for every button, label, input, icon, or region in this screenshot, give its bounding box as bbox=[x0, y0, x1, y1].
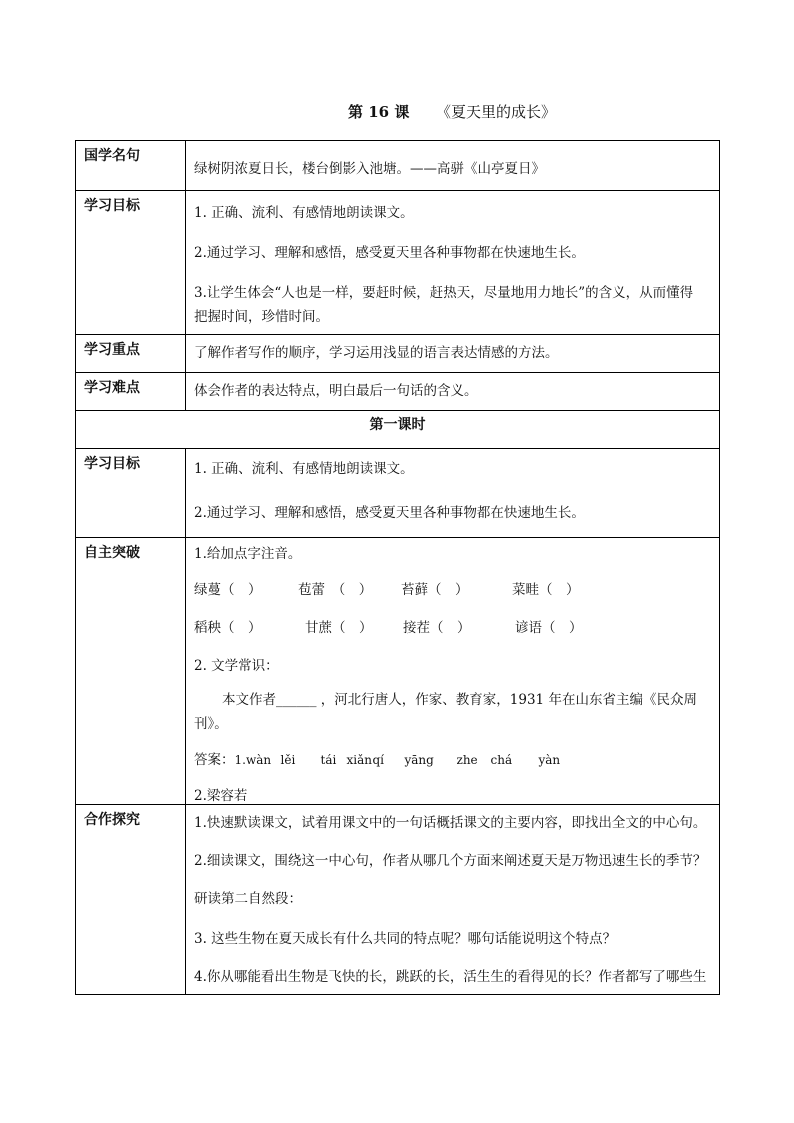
pinyin: 1.wàn bbox=[234, 753, 272, 767]
goal-item: 1. 正确、流利、有感情地朗读课文。 bbox=[194, 205, 414, 221]
row-period bbox=[76, 411, 720, 449]
difficulty-text: 体会作者的表达特点，明白最后一句话的含义。 bbox=[186, 373, 720, 411]
lesson-number: 第 16 课 bbox=[348, 103, 410, 121]
goals-2-content bbox=[186, 449, 720, 538]
lesson-name: 《夏天里的成长》 bbox=[436, 103, 557, 121]
cooperation-content bbox=[186, 805, 720, 995]
word-item: 苞蕾 （ ） bbox=[298, 582, 373, 598]
label-guoxue: 国学名句 bbox=[76, 141, 186, 191]
question-1: 1.给加点字注音。 bbox=[194, 546, 302, 562]
row-self-study bbox=[76, 538, 720, 805]
period-heading: 第一课时 bbox=[76, 411, 720, 449]
pinyin: yàn bbox=[538, 753, 561, 767]
word-item: 菜畦（ ） bbox=[512, 582, 580, 598]
literature-text-cont: 刊》。 bbox=[194, 716, 228, 732]
answer-label: 答案： bbox=[194, 752, 235, 768]
label-difficulty: 学习难点 bbox=[76, 373, 186, 411]
pinyin: chá bbox=[490, 753, 513, 767]
pinyin: qí bbox=[372, 753, 385, 767]
coop-item: 2.细读课文，围绕这一中心句，作者从哪几个方面来阐述夏天是万物迅速生长的季节？ bbox=[194, 853, 707, 869]
row-cooperation bbox=[76, 805, 720, 995]
goal-item: 3.让学生体会“人也是一样，要赶时候，赶热天，尽量地用力地长”的含义，从而懂得 bbox=[194, 285, 694, 301]
row-guoxue bbox=[76, 141, 720, 191]
self-study-content bbox=[186, 538, 720, 805]
goal-item: 把握时间，珍惜时间。 bbox=[194, 309, 329, 325]
word-item: 接茬（ ） bbox=[403, 620, 471, 636]
question-2: 2. 文学常识： bbox=[194, 658, 279, 674]
coop-item: 1.快速默读课文，试着用课文中的一句话概括课文的主要内容，即找出全文的中心句。 bbox=[194, 815, 707, 831]
coop-item: 3. 这些生物在夏天成长有什么共同的特点呢？哪句话能说明这个特点？ bbox=[194, 931, 617, 947]
label-focus: 学习重点 bbox=[76, 335, 186, 373]
goals-content bbox=[186, 191, 720, 335]
row-difficulty bbox=[76, 373, 720, 411]
word-item: 谚语（ ） bbox=[515, 620, 583, 636]
guoxue-text: 绿树阴浓夏日长，楼台倒影入池塘。——高骈《山亭夏日》 bbox=[186, 141, 720, 191]
focus-text: 了解作者写作的顺序，学习运用浅显的语言表达情感的方法。 bbox=[186, 335, 720, 373]
label-goals: 学习目标 bbox=[76, 191, 186, 335]
pinyin: xiǎn bbox=[346, 753, 372, 767]
word-row-1 bbox=[194, 578, 713, 598]
word-item: 稻秧（ ） bbox=[194, 620, 262, 636]
coop-item: 研读第二自然段： bbox=[194, 891, 302, 907]
label-goals-2: 学习目标 bbox=[76, 449, 186, 538]
answer-line bbox=[194, 748, 713, 768]
word-item: 甘蔗（ ） bbox=[305, 620, 373, 636]
row-focus bbox=[76, 335, 720, 373]
pinyin: yāng bbox=[404, 753, 434, 767]
row-goals-2 bbox=[76, 449, 720, 538]
lesson-plan-table bbox=[75, 140, 720, 995]
pinyin: zhe bbox=[456, 753, 478, 767]
goal-item: 1. 正确、流利、有感情地朗读课文。 bbox=[194, 461, 414, 477]
word-item: 苔藓（ ） bbox=[401, 582, 469, 598]
coop-item: 4.你从哪能看出生物是飞快的长，跳跃的长，活生生的看得见的长？作者都写了哪些生 bbox=[194, 969, 707, 985]
label-self-study: 自主突破 bbox=[76, 538, 186, 805]
word-item: 绿蔓（ ） bbox=[194, 582, 262, 598]
pinyin: lěi bbox=[280, 753, 296, 767]
answer-2: 2.梁容若 bbox=[194, 788, 248, 804]
literature-text: 本文作者______ ，河北行唐人，作家、教育家，1931 年在山东省主编《民众周 bbox=[222, 692, 697, 708]
pinyin: tái bbox=[320, 753, 337, 767]
label-cooperation: 合作探究 bbox=[76, 805, 186, 995]
word-row-2 bbox=[194, 616, 713, 636]
goal-item: 2.通过学习、理解和感悟，感受夏天里各种事物都在快速地生长。 bbox=[194, 505, 585, 521]
row-goals bbox=[76, 191, 720, 335]
goal-item: 2.通过学习、理解和感悟，感受夏天里各种事物都在快速地生长。 bbox=[194, 245, 585, 261]
